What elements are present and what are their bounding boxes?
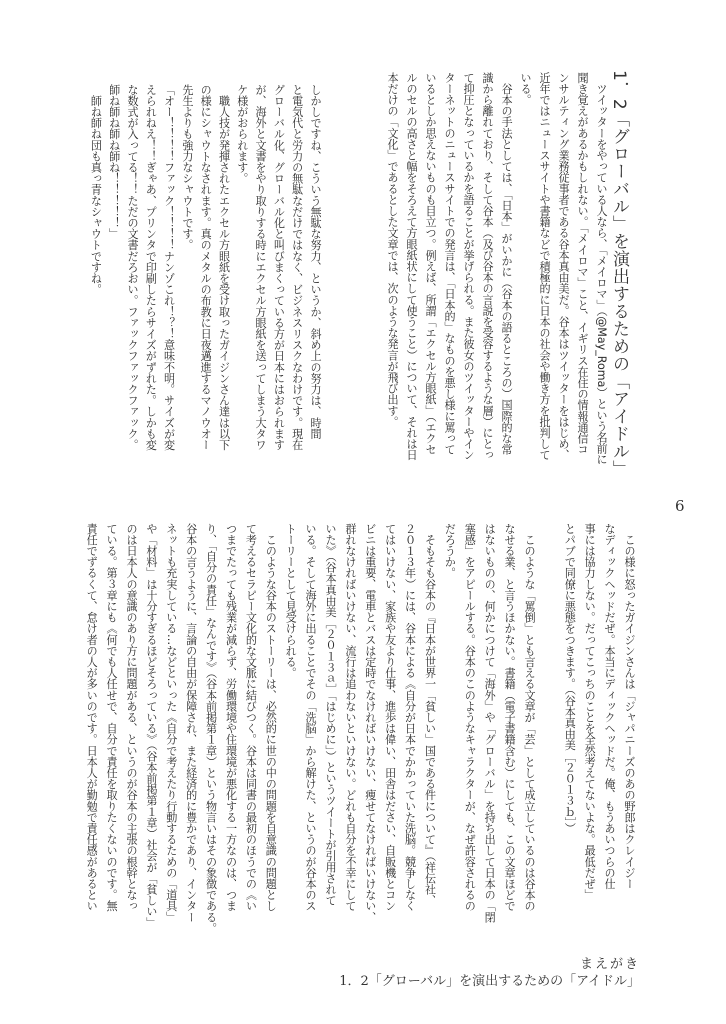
quote-line: 「オー！！！！ファック！！！！ナンゾこれ！？！意味不明。サイズが変 <box>162 84 176 451</box>
quote-line: なディックヘッドだぜ。本当にディックヘッドだ。俺、もうあいつらの仕 <box>603 523 617 890</box>
running-footer-section: 1．2「グローバル」を演出するための「アイドル」 <box>339 974 640 989</box>
quote-line: 師ね師ね団も真っ青なシャウトですね。 <box>89 84 103 295</box>
quote-line: が、海外と文書をやり取りする時にエクセル方眼紙を送ってしまう大タワ <box>254 84 268 451</box>
text-line: ネットも充実している…などといった《自分で考えたり行動するための「道具」 <box>164 523 178 923</box>
text-line: いるとしか思えないものも目立つ。例えば、所謂「エクセル方眼紙」（エクセ <box>424 72 437 455</box>
running-footer-chapter: まえがき <box>579 957 640 972</box>
quote-line: な数式が入ってる！！ただの文書だろおい。ファックファックファック。 <box>126 84 139 451</box>
text-line: て考えるセラピー文化的な文脈に結びつく。谷本は同書の最初のほうでの《い <box>244 523 258 912</box>
quote-line: の様にシャウトなされます。真のメタルの布教に日夜邁進するマノウオー <box>199 84 213 451</box>
quote-line: この様に怒ったガイジンさんは「ジャパニーズのあの野郎はクレイジー <box>623 523 636 890</box>
text-line: そもそも谷本の『日本が世界一「貧しい」国である件について』（祥伝社、 <box>423 523 437 906</box>
text-line: 本だけの「文化」であるとした文章では、次のような発言が飛び出す。 <box>386 72 399 428</box>
text-line: や「材料」は十分すぎるほどそろっている》（谷本前掲第１章）社会が「貧しい」 <box>144 523 158 929</box>
text-line: ている。第３章にも《何でも人任せで、自分で責任を取りたくないのです。無 <box>105 523 119 912</box>
quote-line: と電気代と労力の無駄なだけではなく、ビジネスリスクなわけです。現在 <box>290 84 304 451</box>
text-line: いた》（谷本真由美［２０１３ａ］「はじめに」）というツイートが引用されて <box>324 523 337 906</box>
text-line: 近年ではニュースサイトや書籍などで積極的に日本の社会や働き方を批判して <box>538 72 551 461</box>
quote-line: しかしですね、こういう無駄な努力、というか、斜め上の努力は、時間 <box>309 84 322 440</box>
quote-line: えられねえ！！ぎゃあ、プリンタで印刷したらサイズがずれた。しかも変 <box>144 84 158 451</box>
page-number: 6 <box>675 497 685 515</box>
quote-line: 師ね師ね師ね師ね！！！！！」 <box>107 84 121 240</box>
text-line: 谷本の手法としては、「日本」がいかに（谷本の語るところの）国際的な常 <box>500 72 513 455</box>
quote-line: グローバル化、グローバル化と叫びまくっている方が日本にはおられます <box>272 84 286 451</box>
text-line: いる。 <box>519 72 532 106</box>
quote-line: 先生よりも強力なシャウトです。 <box>180 84 194 251</box>
text-line: て抑圧となっているかを語ることが挙げられる。また彼女のツイッターやイン <box>462 72 475 461</box>
quote-line: ケ様がおられます。 <box>235 84 249 184</box>
text-line: このような谷本のストーリーは、必然的に世の中の問題を自意識の問題とし <box>264 523 278 912</box>
text-line: 責任でずるくて、怠け者の人が多いのです。日本人が勤勉で責任感があるとい <box>85 523 99 912</box>
text-line: いる。そして海外に出ることでその「洗脳」から解けた、というのが谷本のス <box>304 523 318 912</box>
text-line: ２０１３年）には、谷本による《自分が日本でかかっていた洗脳。競争しなく <box>403 523 417 912</box>
text-line: 識から離れており、そして谷本（及び谷本の言説を受容するような層）にとっ <box>481 72 494 461</box>
text-line: なせる業、と言うほかない。書籍（電子書籍含む）にしても、この文章ほどで <box>503 523 517 912</box>
text-line: ターネットのニュースサイトでの発言は、「日本的」なものを悪し様に罵って <box>443 72 456 455</box>
text-line: はないものの、何かにつけて「海外」や「グローバル」を持ち出して日本の「閉 <box>483 523 497 923</box>
text-line: 群れなければいけない、流行は追わないといけない。どれも自分を不幸にして <box>343 523 357 912</box>
text-line: だろうか。 <box>443 523 457 579</box>
text-line: ビニは重要、電車とバスは定時でなければいけない、痩せてなければいけない、 <box>363 523 377 923</box>
text-line: ンサルティング業務従事者である谷本真由美だ。谷本はツイッターをはじめ、 <box>557 72 570 461</box>
text-line: のは日本人の意識のあり方に問題がある、というのが谷本の主張の根幹となっ <box>125 523 138 912</box>
text-line: 塞感」をアピールする。谷本のこのようなキャラクターが、なぜ許容されるの <box>463 523 477 912</box>
text-line: このような「罵倒」とも言える文章が「芸」として成立しているのは谷本の <box>523 523 536 912</box>
quote-line: 事には協力しない。だってこっちのことを全然考えてないよな。最低だぜ」 <box>583 523 597 901</box>
text-line: り、「自分の責任」なんです》（谷本前掲第１章）という物言いはその象徴である。 <box>204 523 218 934</box>
text-line: つまでたっても残業が減らず、労働環境や住環境が悪化する一方なのは、つま <box>224 523 238 912</box>
text-line: 聞き覚えがあるかもしれない。「メイロマ」こと、イギリス在住の情報通信コ <box>576 72 589 455</box>
text-line: トーリーとして見受けられる。 <box>284 523 298 679</box>
text-line: ツイッターをやっている人なら、「メイロマ」（@May_Roma）という名前に <box>595 72 608 466</box>
quote-line: とパブで同僚に悪態をつきます。（谷本真由美［２０１３ｂ］） <box>563 523 577 834</box>
text-line: 谷本の言うように、言論の自由が保障され、また経済的に豊かであり、インター <box>184 523 198 923</box>
quote-line: 職人技が発揮されたエクセル方眼紙を受け取ったガイジンさん達は以下 <box>217 84 231 451</box>
text-line: ルのセルの高さと幅をそろえて方眼紙状にして使うこと）について、それは日 <box>405 72 418 461</box>
section-title: 1．2「グローバル」を演出するための「アイドル」 <box>609 70 629 478</box>
text-line: てはいけない、家族や友より仕事、進歩は偉い、田舎はださい、自販機とコン <box>383 523 397 912</box>
